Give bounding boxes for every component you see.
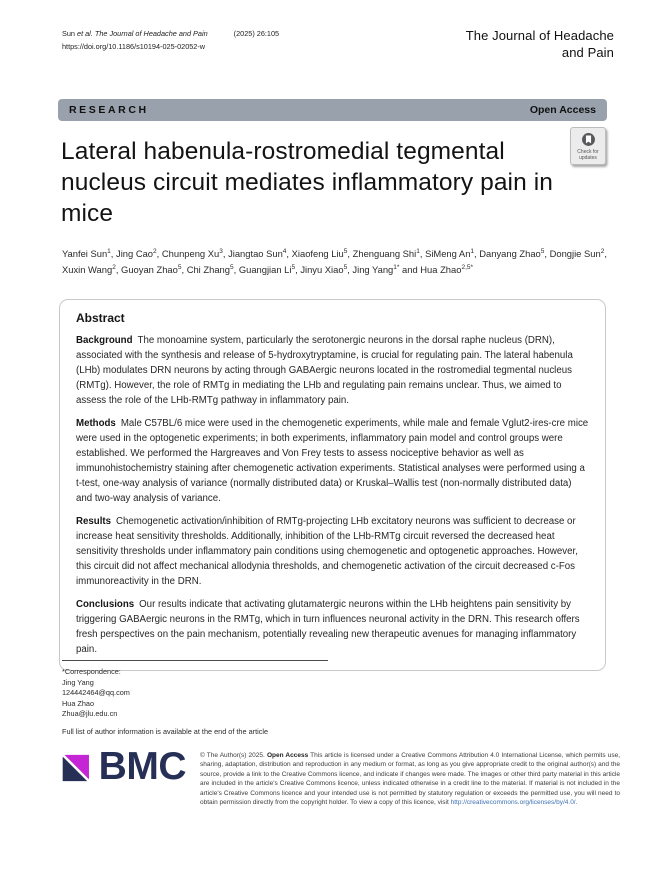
correspondence-label: *Correspondence: [62,667,121,676]
abstract-sections [76,333,589,657]
bmc-logo [62,747,186,789]
author-name: Jing Cao$^2$ [116,247,157,259]
abstract-section-label: Results [76,516,111,527]
title-block [61,136,566,229]
author-name: Yanfei Sun$^1$ [62,247,111,259]
author-name: SiMeng An$^1$ [425,247,475,259]
check-for-updates-text [577,149,598,161]
citation-block [62,27,279,53]
bmc-wordmark: BMC [98,745,186,788]
author-name: Hua Zhao$^{2,5*}$ [420,263,474,275]
author-name: Guangjian Li$^5$ [238,263,296,275]
footnote-divider [62,660,328,661]
author-name: Jiangtao Sun$^4$ [228,247,287,259]
publisher-footer [62,747,620,807]
author-affiliation-sup: 5 [343,247,348,255]
correspondence-lines [62,678,130,720]
author-affiliation-sup: 4 [282,247,287,255]
abstract-section-label: Background [76,335,133,346]
author-name: Dongjie Sun$^2$ [549,247,605,259]
author-affiliation-sup: 1 [416,247,420,255]
author-name: Xuxin Wang$^2$ [62,263,116,275]
author-affiliation-sup: 2 [112,263,116,271]
author-affiliation-sup: 1 [107,247,111,255]
correspondence-line: Hua Zhao [62,698,95,708]
correspondence-block [62,667,130,720]
author-affiliation-sup: 1* [393,263,400,271]
author-name: Danyang Zhao$^5$ [479,247,545,259]
abstract-section-conclusions: Conclusions Our results indicate that activating glutamatergic neurons within the LHb heightens pain sensitivity by triggering GABAergic neurons in the RMTg, which in turn influences neuronal activity in the DRN. This research offers fresh perspectives on the pain mechanism, potentially revealing new therapeutic avenues for managing inflammatory pain. [76,599,580,655]
article-type-banner [58,99,607,121]
check-for-updates-line2: updates [579,154,597,161]
author-name: Chunpeng Xu$^3$ [161,247,223,259]
journal-name-line1: The Journal of Headache [465,28,614,43]
author-affiliation-sup: 5 [177,263,182,271]
abstract-section-label: Methods [76,418,116,429]
license-body: This article is licensed under a Creative Commons Attribution 4.0 International License, which permits use, sharing, adaptation, distribution and reproduction in any medium or format, as long as you give appropriate credit to the original author(s) and the source, provide a link to the Creative Commons licence, and indicate if changes were made. The images or other third party material in this article are included in the article's Creative Commons licence, unless indicated otherwise in a credit line to the material. If material is not included in the article's Creative Commons licence and your intended use is not permitted by statutory regulation or exceeds the permitted use, you will need to obtain permission directly from the copyright holder. To view a copy of this licence, visit [200,752,620,807]
author-affiliation-sup: 2 [600,247,605,255]
correspondence-line: 124442464@qq.com [62,688,130,697]
correspondence-line: Jing Yang [62,677,94,687]
license-link[interactable]: http://creativecommons.org/licenses/by/4.0/. [450,799,578,807]
article-type-label: RESEARCH [69,104,149,116]
license-prefix: © The Author(s) 2025. [200,752,267,759]
author-list: Yanfei Sun$^1$, Jing Cao$^2$, Chunpeng Xu$^3$, Jiangtao Sun$^4$, Xiaofeng Liu$^5$, Zhenguang Shi$^1$, SiMeng An$^1$, Danyang Zhao$^5$, Dongjie Sun$^2$, Xuxin Wang$^2$, Guoyan Zhao$^5$, Chi Zhang$^5$, Guangjian Li$^5$, Jinyu Xiao$^5$, Jing Yang$^{1*}$ and Hua Zhao$^{2,5*}$ [62,247,607,275]
abstract-section-methods: Methods Male C57BL/6 mice were used in the chemogenetic experiments, while male and female Vglut2-ires-cre mice were used in the optogenetic experiments; in both experiments, inflammatory pain model and control groups were established. We performed the Hargreaves and Von Frey tests to assess nociceptive behavior as well as immunohistochemistry staining after chemogenetic activation experiments. Statistical analyses were performed using a t-test, one-way analysis of variance (normally distributed data) or Kruskal–Wallis test (non-normally distributed data) and two-way analysis of variance. [76,418,589,504]
author-affiliation-sup: 5 [343,263,348,271]
abstract-section-label: Conclusions [76,599,135,610]
page-header [62,27,614,61]
author-affiliation-sup: 5 [540,247,545,255]
abstract-box [59,299,606,671]
citation-line [62,27,279,40]
citation-authors: Sun [62,29,75,38]
citation-etal: et al. [77,29,93,38]
author-name: Chi Zhang$^5$ [186,263,234,275]
author-affiliation-sup: 1 [470,247,475,255]
author-affiliation-sup: 3 [219,247,223,255]
journal-name [466,27,614,61]
author-name: Jing Yang$^{1*}$ [352,263,400,275]
journal-name-line2: and Pain [561,45,614,60]
open-access-label: Open Access [529,104,596,116]
author-affiliation-sup: 5 [229,263,234,271]
doi-text: https://doi.org/10.1186/s10194-025-02052-w [62,42,206,51]
check-for-updates-line1: Check for [577,148,599,155]
abstract-heading: Abstract [76,311,125,325]
abstract-section-results: Results Chemogenetic activation/inhibition of RMTg-projecting LHb excitatory neurons was sufficient to decrease or increase heat sensitivity thresholds. Additionally, inhibition of the LHb-RMTg circuit reversed the decreased heat sensitivity thresholds under inflammatory pain conditions using chemogenetic and optogenetic approaches. However, this circuit did not affect mechanical allodynia thresholds, and chemogenetic activation of the circuit decreased c-Fos immunoreactivity in the DRN. [76,516,578,587]
crossmark-icon [581,132,596,147]
citation-journal: The Journal of Headache and Pain [94,29,208,38]
check-for-updates-badge[interactable] [570,127,606,165]
correspondence-line: Zhua@jlu.edu.cn [62,709,118,718]
bmc-logo-icon [62,747,90,789]
author-name: Jinyu Xiao$^5$ [300,263,348,275]
author-name: Guoyan Zhao$^5$ [121,263,182,275]
citation-issue: (2025) 26:105 [233,29,280,38]
article-title: Lateral habenula-rostromedial tegmental nucleus circuit mediates inflammatory pain in mice [61,138,553,227]
abstract-section-background: Background The monoamine system, particularly the serotonergic neurons in the dorsal raphe nucleus (DRN), associated with the synthesis and release of 5-hydroxytryptamine, is crucial for regulating pain. The lateral habenula (LHb) modulates DRN neurons by acting through GABAergic neurons located in the rostromedial tegmental nucleus (RMTg). However, the role of RMTg in mediating the LHb and regulating pain remains unclear. Thus, we aimed to assess the role of the LHb-RMTg pathway in inflammatory pain. [76,335,573,406]
license-text [200,751,620,807]
author-affiliation-sup: 2,5* [461,263,474,271]
author-info-note: Full list of author information is available at the end of the article [62,727,269,736]
author-affiliation-sup: 2 [153,247,157,255]
author-name: Zhenguang Shi$^1$ [352,247,420,259]
author-name: Xiaofeng Liu$^5$ [291,247,348,259]
author-affiliation-sup: 5 [291,263,296,271]
license-open-access: Open Access [266,752,309,759]
